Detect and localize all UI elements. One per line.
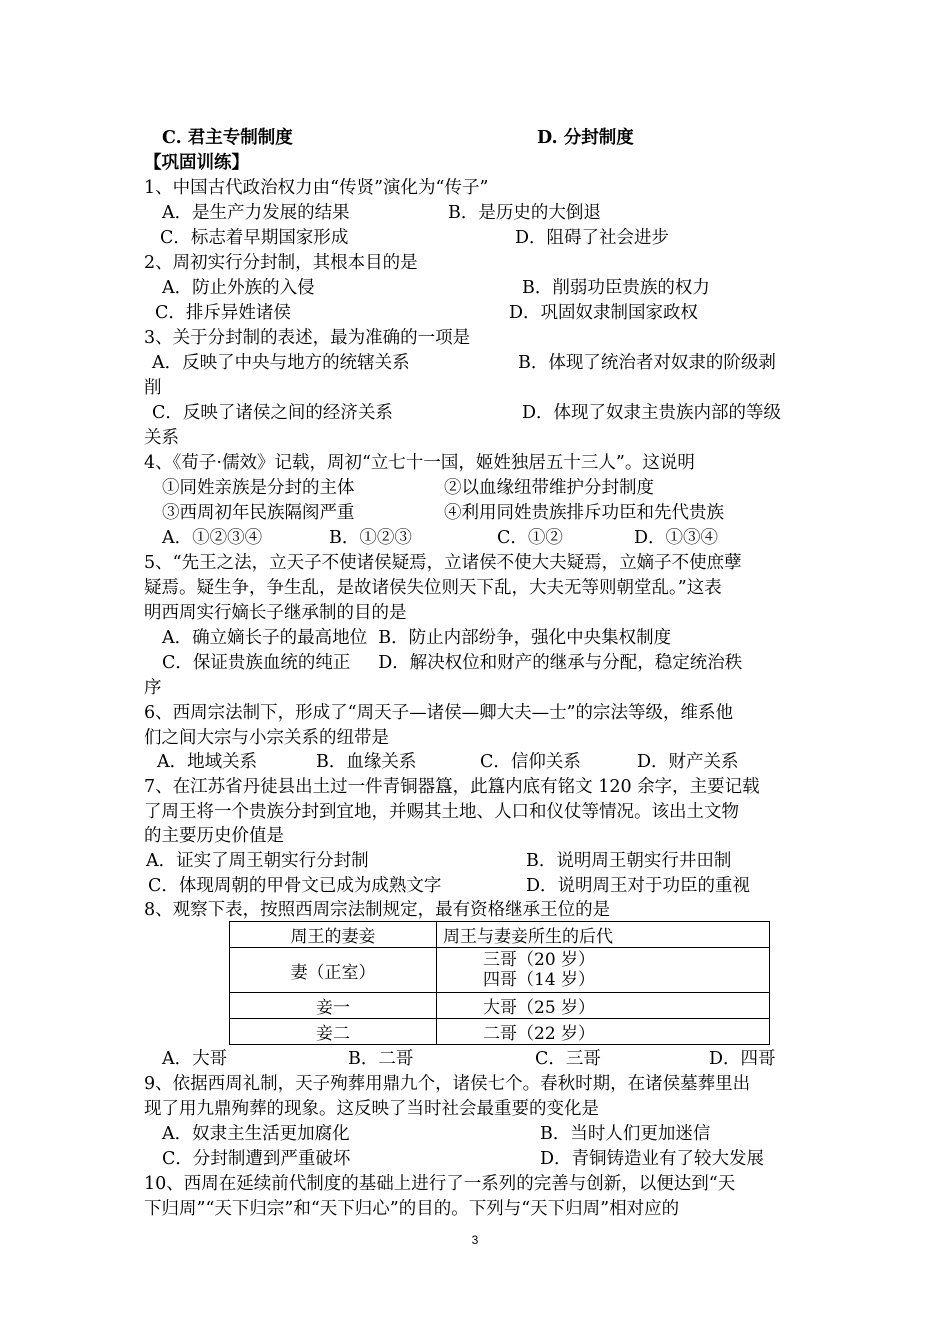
q2-option-d: D．巩固奴隶制国家政权 — [509, 303, 699, 323]
q2-option-c: C．排斥异姓诸侯 — [155, 303, 291, 323]
q7-option-c: C．体现周朝的甲骨文已成为成熟文字 — [148, 876, 442, 896]
table-header-row — [230, 922, 770, 948]
q1-option-d: D．阻碍了社会进步 — [515, 228, 670, 248]
q5-options-cd-cont: 序 — [144, 678, 162, 698]
q8-option-c: C．三哥 — [535, 1049, 601, 1069]
table-row — [230, 1019, 770, 1045]
q6-option-d: D．财产关系 — [637, 752, 739, 772]
q1-stem: 1、中国古代政治权力由“传贤”演化为“传子” — [144, 178, 489, 198]
table-cell: 妾一 — [230, 993, 437, 1019]
q4-statement-3: ③西周初年民族隔阂严重 — [162, 503, 355, 523]
q9-line-1: 9、依据西周礼制，天子殉葬用鼎九个，诸侯七个。春秋时期，在诸侯墓葬里出 — [144, 1074, 751, 1094]
heir-table — [229, 921, 770, 1045]
q6-line-1: 6、西周宗法制下，形成了“周天子—诸侯—卿大夫—士”的宗法等级，维系他 — [144, 703, 734, 723]
q4-option-c: C．①② — [497, 528, 563, 548]
q4-statement-4: ④利用同姓贵族排斥功臣和先代贵族 — [444, 503, 724, 523]
table-row — [230, 993, 770, 1019]
q7-option-b: B．说明周王朝实行井田制 — [526, 851, 732, 871]
q5-options-ab: A．确立嫡长子的最高地位 B．防止内部纷争，强化中央集权制度 — [162, 628, 672, 648]
table-cell — [437, 948, 770, 993]
q8-option-b: B．二哥 — [348, 1049, 414, 1069]
q9-option-d: D．青铜铸造业有了较大发展 — [540, 1149, 765, 1169]
q8-option-a: A．大哥 — [162, 1049, 228, 1069]
option-c-bold: C. 君主专制制度 — [162, 128, 293, 148]
table-cell-line: 四哥（14 岁） — [483, 970, 596, 990]
table-header: 周王与妻妾所生的后代 — [437, 922, 770, 948]
q4-option-b: B．①②③ — [329, 528, 412, 548]
q4-option-a: A．①②③④ — [162, 528, 263, 548]
q8-stem: 8、观察下表，按照西周宗法制规定，最有资格继承王位的是 — [144, 900, 611, 920]
q3-option-d-cont: 关系 — [144, 428, 179, 448]
table-cell: 妻（正室） — [230, 948, 437, 993]
page-number: 3 — [471, 1233, 479, 1247]
option-d-bold: D. 分封制度 — [537, 128, 634, 148]
q1-option-c: C．标志着早期国家形成 — [160, 228, 349, 248]
q2-option-a: A．防止外族的入侵 — [162, 278, 315, 298]
table-header: 周王的妻妾 — [230, 922, 437, 948]
table-row — [230, 948, 770, 993]
q8-option-d: D．四哥 — [709, 1049, 776, 1069]
q2-stem: 2、周初实行分封制，其根本目的是 — [144, 253, 418, 273]
q3-option-a: A．反映了中央与地方的统辖关系 — [152, 353, 410, 373]
q4-stem: 4、《荀子·儒效》记载，周初“立七十一国，姬姓独居五十三人”。这说明 — [144, 453, 695, 473]
q7-line-2: 了周王将一个贵族分封到宜地，并赐其土地、人口和仪仗等情况。该出土文物 — [144, 802, 739, 822]
q6-option-a: A．地域关系 — [157, 752, 258, 772]
table-cell: 大哥（25 岁） — [437, 993, 770, 1019]
q7-line-1: 7、在江苏省丹徒县出土过一件青铜器簋，此簋内底有铭文 120 余字，主要记载 — [144, 777, 760, 797]
q6-line-2: 们之间大宗与小宗关系的纽带是 — [144, 728, 389, 748]
q6-option-c: C．信仰关系 — [480, 752, 581, 772]
q7-line-3: 的主要历史价值是 — [144, 826, 284, 846]
q5-line-3: 明西周实行嫡长子继承制的目的是 — [144, 603, 407, 623]
q2-option-b: B．削弱功臣贵族的权力 — [522, 278, 710, 298]
q9-option-b: B．当时人们更加迷信 — [540, 1124, 711, 1144]
q3-stem: 3、关于分封制的表述，最为准确的一项是 — [144, 328, 471, 348]
q3-option-b-cont: 削 — [144, 378, 162, 398]
table-cell: 二哥（22 岁） — [437, 1019, 770, 1045]
q3-option-c: C．反映了诸侯之间的经济关系 — [152, 403, 393, 423]
q5-line-2: 疑焉。疑生争，争生乱，是故诸侯失位则天下乱，大夫无等则朝堂乱。”这表 — [144, 578, 722, 598]
q3-option-b: B．体现了统治者对奴隶的阶级剥 — [518, 353, 776, 373]
q5-line-1: 5、“先王之法，立天子不使诸侯疑焉，立诸侯不使大夫疑焉，立嫡子不使庶孽 — [144, 553, 742, 573]
table-cell: 妾二 — [230, 1019, 437, 1045]
q7-option-a: A．证实了周王朝实行分封制 — [146, 851, 369, 871]
q1-option-a: A．是生产力发展的结果 — [162, 203, 350, 223]
q1-option-b: B．是历史的大倒退 — [448, 203, 601, 223]
q9-option-c: C．分封制遭到严重破坏 — [162, 1149, 351, 1169]
q9-line-2: 现了用九鼎殉葬的现象。这反映了当时社会最重要的变化是 — [144, 1099, 599, 1119]
q10-line-1: 10、西周在延续前代制度的基础上进行了一系列的完善与创新，以便达到“天 — [144, 1174, 736, 1194]
q3-option-d: D．体现了奴隶主贵族内部的等级 — [522, 403, 782, 423]
q4-statement-2: ②以血缘纽带维护分封制度 — [444, 478, 654, 498]
q10-line-2: 下归周”“天下归宗”和“天下归心”的目的。下列与“天下归周”相对应的 — [144, 1199, 680, 1219]
q4-option-d: D．①③④ — [634, 528, 719, 548]
table-cell-line: 三哥（20 岁） — [483, 950, 596, 970]
section-title: 【巩固训练】 — [144, 153, 249, 173]
q7-option-d: D．说明周王对于功臣的重视 — [526, 876, 751, 896]
q5-options-cd: C．保证贵族血统的纯正 D．解决权位和财产的继承与分配，稳定统治秩 — [162, 653, 743, 673]
q4-statement-1: ①同姓亲族是分封的主体 — [162, 478, 355, 498]
q9-option-a: A．奴隶主生活更加腐化 — [162, 1124, 350, 1144]
q6-option-b: B．血缘关系 — [316, 752, 417, 772]
